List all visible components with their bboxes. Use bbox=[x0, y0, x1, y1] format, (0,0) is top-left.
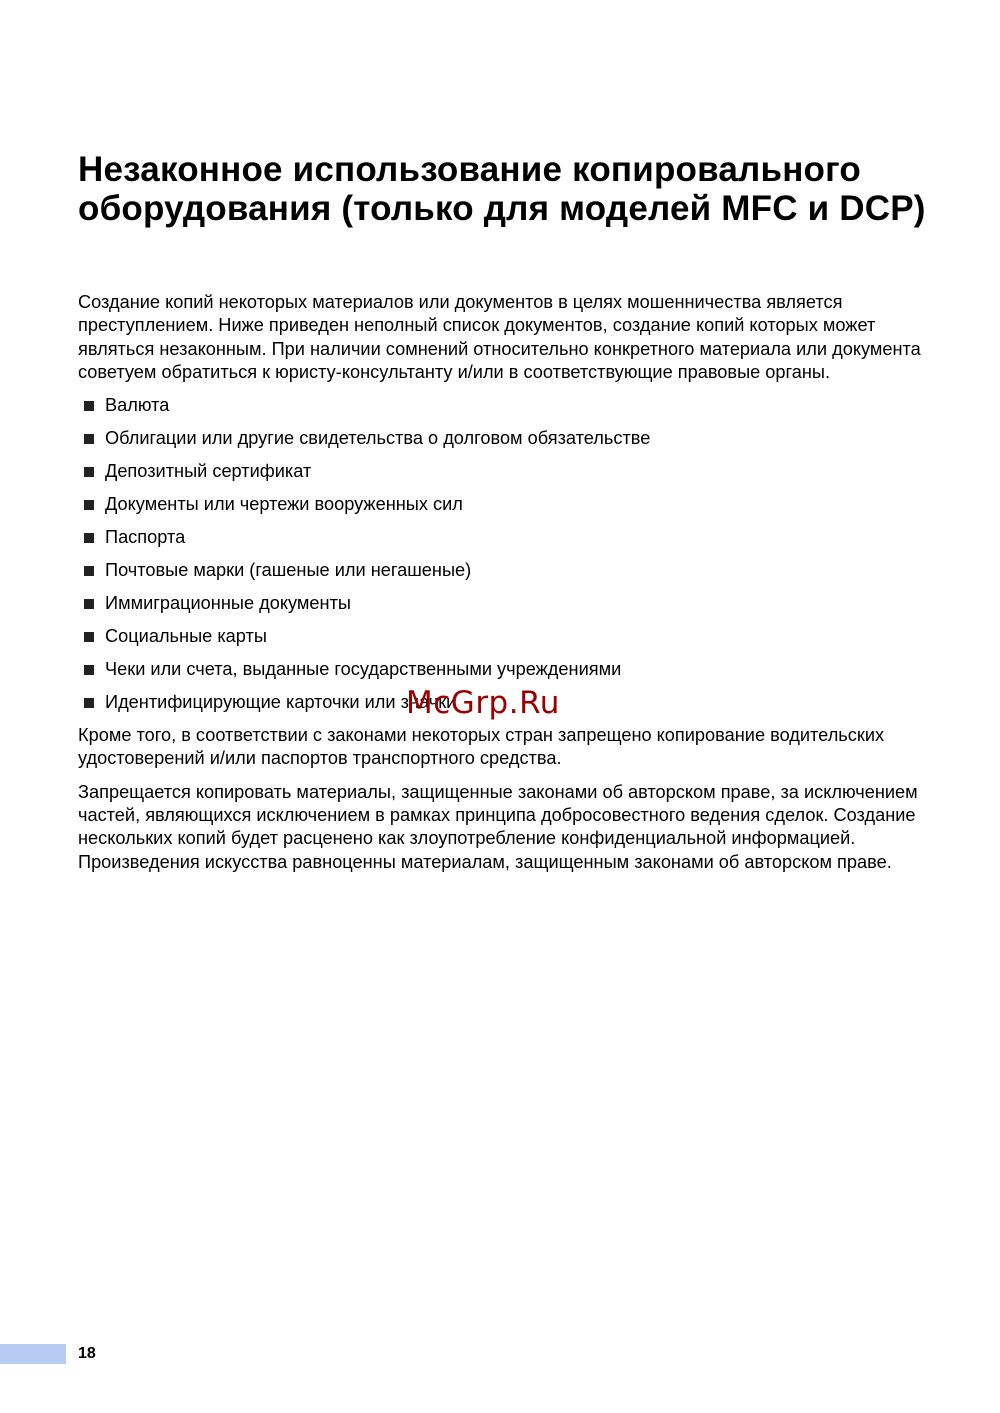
copyright-paragraph: Запрещается копировать материалы, защищенные законами об авторском праве, за исключением частей, являющихся исключением в рамках принципа добросовестного ведения сделок. Создание нескольких копий будет расценено как злоупотребление конфиденциальной информацией. Произведения искусства равноценны материалам, защищенным законами об авторском праве. bbox=[78, 781, 918, 872]
list-item: Валюта bbox=[78, 394, 948, 417]
square-bullet-icon bbox=[84, 467, 94, 477]
page-tab-marker bbox=[0, 1344, 66, 1364]
document-list bbox=[78, 394, 948, 714]
list-item: Облигации или другие свидетельства о долговом обязательстве bbox=[78, 427, 948, 450]
intro-paragraph: Создание копий некоторых материалов или документов в целях мошенничества является преступлением. Ниже приведен неполный список документов, создание копий которых может являться незаконным. При наличии сомнений относительно конкретного материала или документа советуем обратиться к юристу-консультанту и/или в соответствующие правовые органы. bbox=[78, 292, 921, 382]
list-item: Идентифицирующие карточки или значки bbox=[78, 691, 948, 714]
page-title: Незаконное использование копировального оборудования (только для моделей MFC и DCP) bbox=[78, 150, 926, 228]
list-item: Почтовые марки (гашеные или негашеные) bbox=[78, 559, 948, 582]
square-bullet-icon bbox=[84, 665, 94, 675]
square-bullet-icon bbox=[84, 533, 94, 543]
watermark: McGrp.Ru bbox=[406, 685, 560, 721]
list-item: Паспорта bbox=[78, 526, 948, 549]
square-bullet-icon bbox=[84, 632, 94, 642]
square-bullet-icon bbox=[84, 566, 94, 576]
list-item: Чеки или счета, выданные государственными учреждениями bbox=[78, 658, 948, 681]
square-bullet-icon bbox=[84, 434, 94, 444]
list-item: Депозитный сертификат bbox=[78, 460, 948, 483]
square-bullet-icon bbox=[84, 500, 94, 510]
main-content bbox=[78, 291, 948, 874]
square-bullet-icon bbox=[84, 599, 94, 609]
square-bullet-icon bbox=[84, 698, 94, 708]
list-item: Социальные карты bbox=[78, 625, 948, 648]
page-number: 18 bbox=[78, 1345, 96, 1362]
square-bullet-icon bbox=[84, 401, 94, 411]
list-item: Иммиграционные документы bbox=[78, 592, 948, 615]
list-item: Документы или чертежи вооруженных сил bbox=[78, 493, 948, 516]
drivers-license-paragraph: Кроме того, в соответствии с законами некоторых стран запрещено копирование водительских удостоверений и/или паспортов транспортного средства. bbox=[78, 725, 885, 769]
